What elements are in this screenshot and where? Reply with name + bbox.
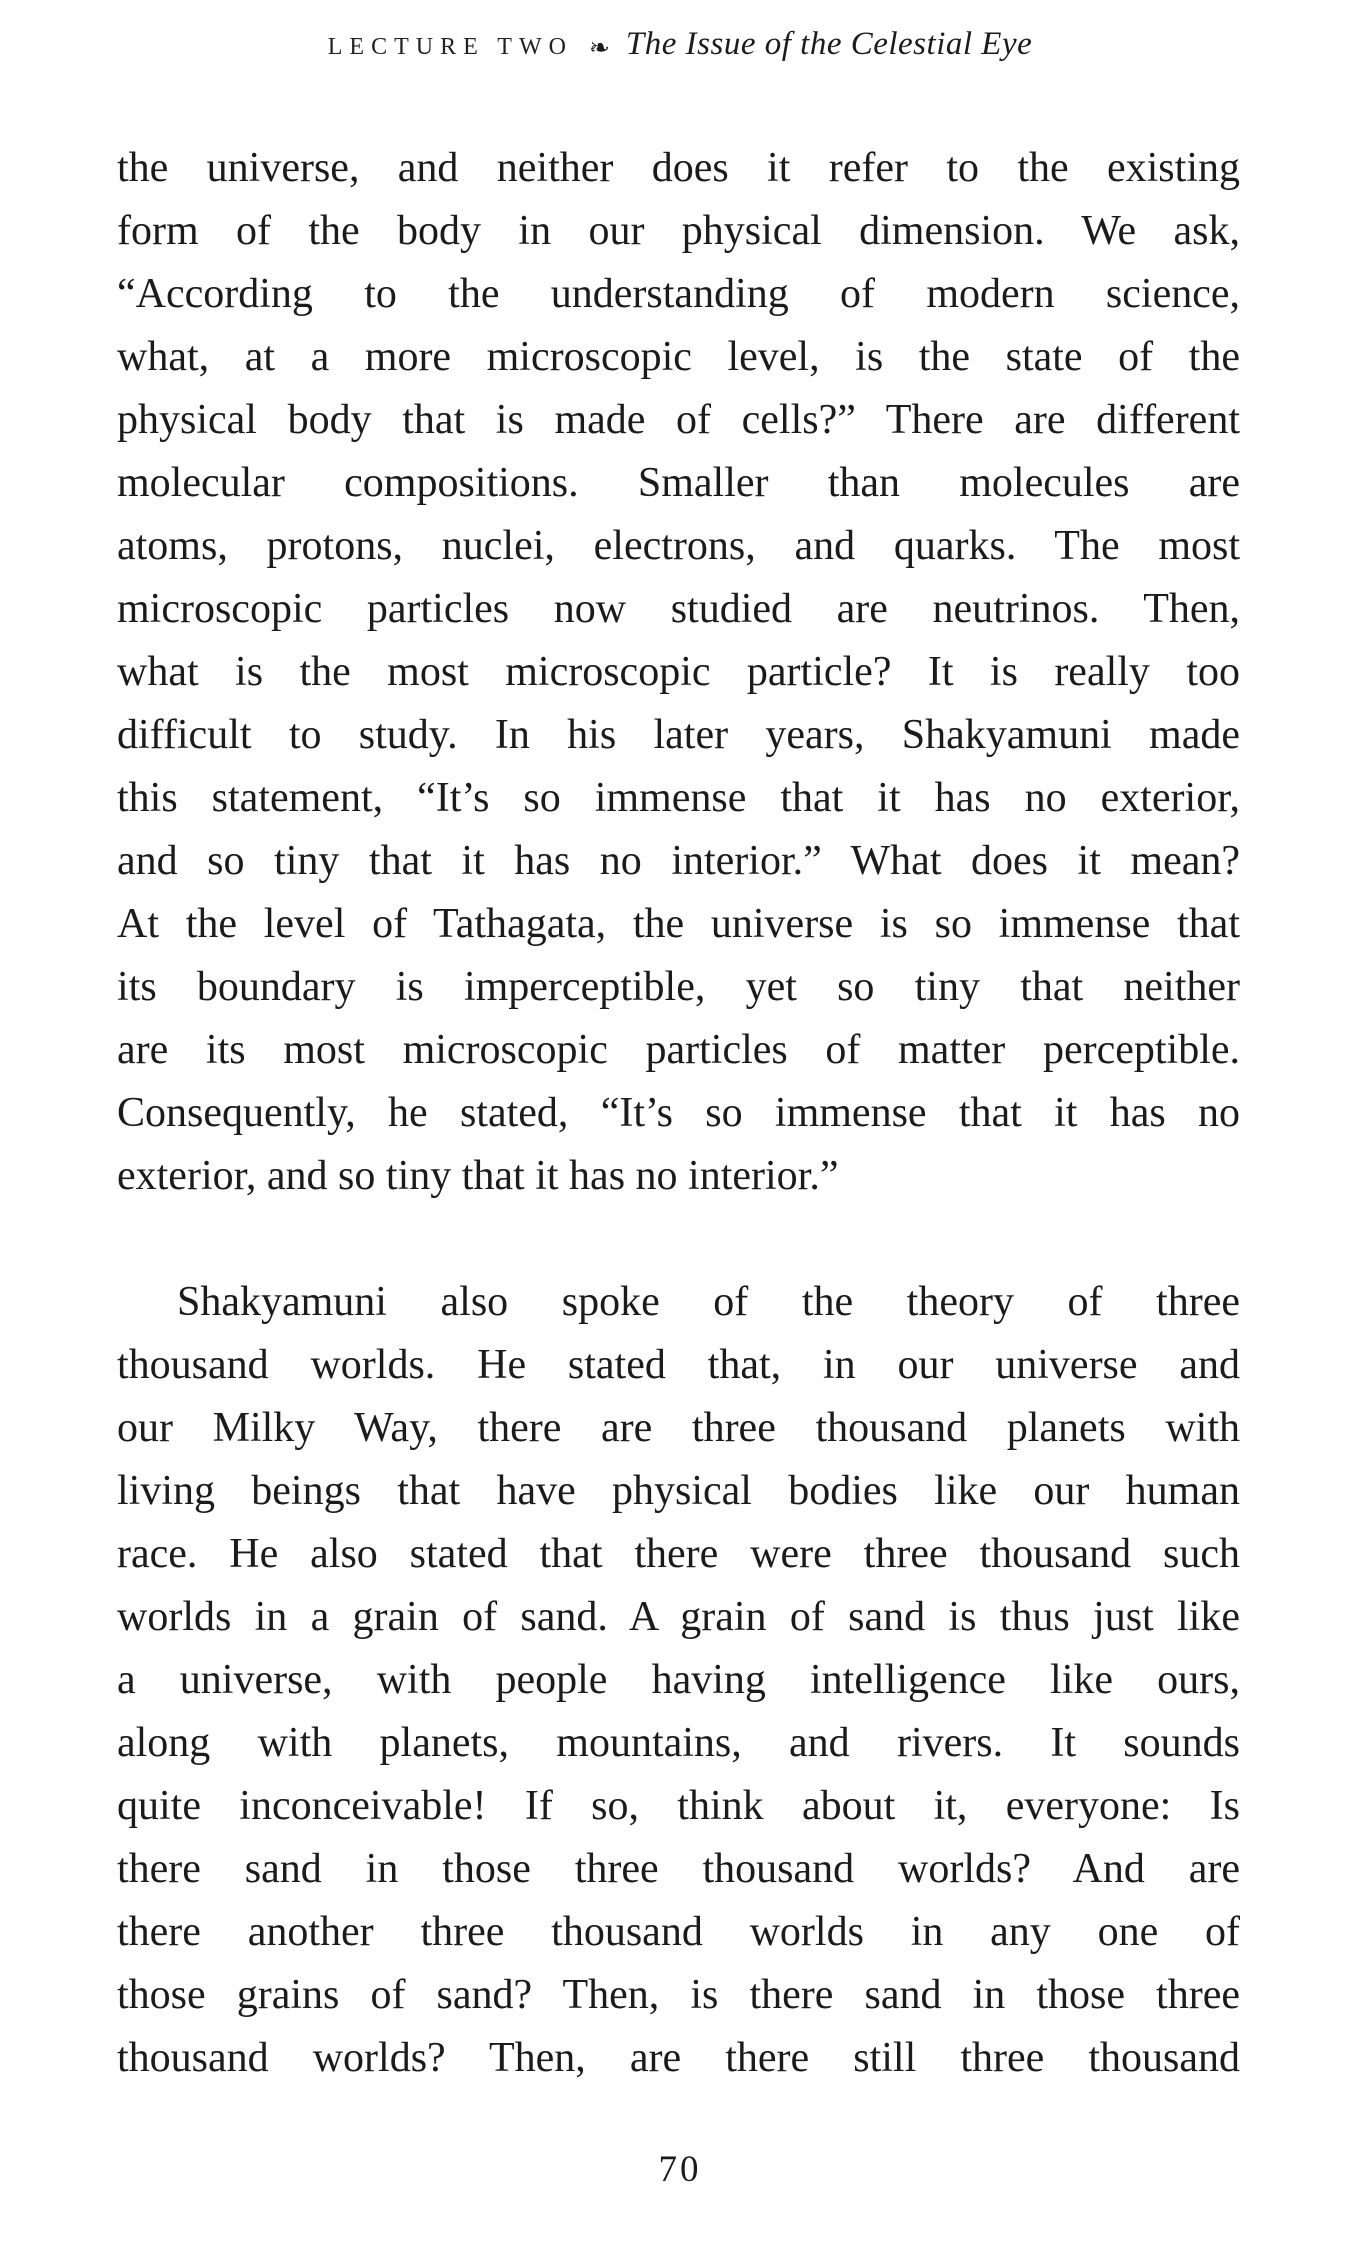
text-line: Consequently, he stated, “It’s so immense that it has no [117,1090,1240,1136]
lecture-label: LECTURE TWO [327,34,573,60]
paragraph [117,1271,1240,2090]
text-line: atoms, protons, nuclei, electrons, and quarks. The most [117,523,1240,569]
text-line: thousand worlds. He stated that, in our universe and [117,1342,1240,1388]
text-line: form of the body in our physical dimension. We ask, [117,208,1240,254]
text-line: this statement, “It’s so immense that it has no exterior, [117,775,1240,821]
text-line: molecular compositions. Smaller than molecules are [117,460,1240,506]
text-line: there another three thousand worlds in any one of [117,1909,1240,1955]
text-line: exterior, and so tiny that it has no interior.” [117,1153,839,1199]
text-line: At the level of Tathagata, the universe is so immense that [117,901,1240,947]
text-line: living beings that have physical bodies like our human [117,1468,1240,1514]
page-number: 70 [658,2149,702,2190]
text-line: a universe, with people having intelligence like ours, [117,1657,1240,1703]
text-line: those grains of sand? Then, is there sand in those three [117,1972,1240,2018]
text-line: physical body that is made of cells?” There are different [117,397,1240,443]
text-line: thousand worlds? Then, are there still three thousand [117,2035,1240,2081]
text-line: race. He also stated that there were three thousand such [117,1531,1240,1577]
text-line: are its most microscopic particles of matter perceptible. [117,1027,1240,1073]
text-line: and so tiny that it has no interior.” What does it mean? [117,838,1240,884]
running-header [0,26,1360,63]
text-line: the universe, and neither does it refer to the existing [117,145,1240,191]
text-line: quite inconceivable! If so, think about it, everyone: Is [117,1783,1240,1829]
text-line: what is the most microscopic particle? It is really too [117,649,1240,695]
text-line: along with planets, mountains, and rivers. It sounds [117,1720,1240,1766]
text-line: our Milky Way, there are three thousand planets with [117,1405,1240,1451]
text-line: what, at a more microscopic level, is the state of the [117,334,1240,380]
text-line: its boundary is imperceptible, yet so tiny that neither [117,964,1240,1010]
fleuron-ornament-icon: ❧ [588,35,610,62]
text-line: worlds in a grain of sand. A grain of sand is thus just like [117,1594,1240,1640]
text-line: Shakyamuni also spoke of the theory of three [177,1279,1240,1325]
paragraph [117,137,1240,1208]
text-line: there sand in those three thousand worlds? And are [117,1846,1240,1892]
text-line: “According to the understanding of modern science, [117,271,1240,317]
chapter-title: The Issue of the Celestial Eye [625,26,1033,62]
text-line: difficult to study. In his later years, Shakyamuni made [117,712,1240,758]
body-text [117,137,1240,2090]
text-line: microscopic particles now studied are neutrinos. Then, [117,586,1240,632]
